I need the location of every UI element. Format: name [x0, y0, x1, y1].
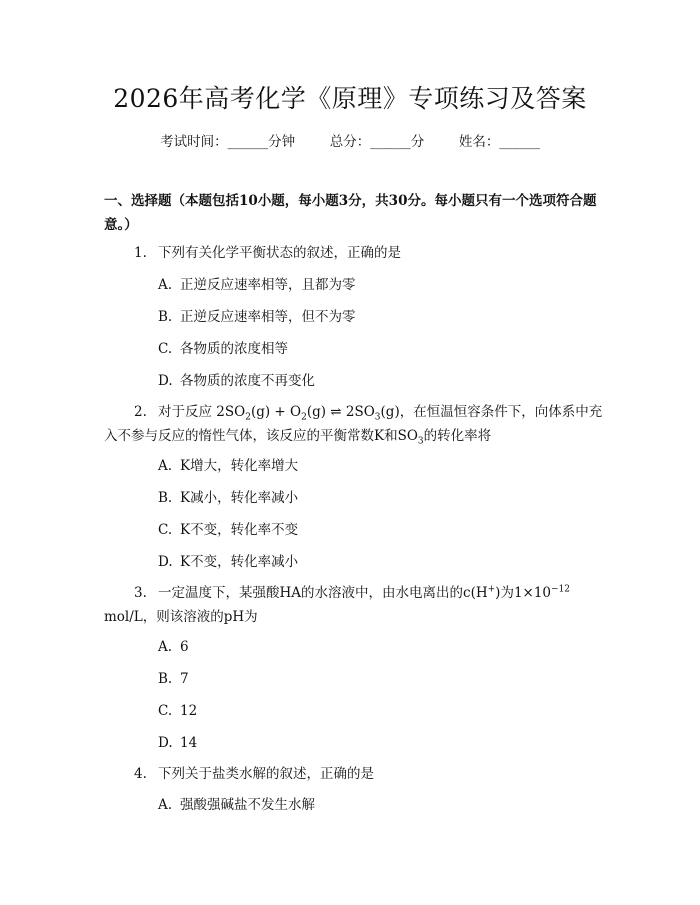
question-3-option-a: A. 6: [158, 639, 189, 655]
question-number: 4.: [134, 766, 147, 782]
question-1-option-d: D. 各物质的浓度不再变化: [158, 373, 315, 389]
question-1-option-b: B. 正逆反应速率相等，但不为零: [158, 309, 356, 325]
question-3-option-c: C. 12: [158, 703, 198, 719]
time-unit: 分钟: [268, 134, 296, 150]
question-1-stem: [104, 241, 604, 265]
question-3-option-d: D. 14: [158, 735, 198, 751]
question-4-option-a: A. 强酸强碱盐不发生水解: [158, 797, 315, 813]
question-1-option-a: A. 正逆反应速率相等，且都为零: [158, 277, 356, 293]
question-1-option-c: C. 各物质的浓度相等: [158, 341, 288, 357]
question-3-stem: 3. 一定温度下，某强酸HA的水溶液中，由水电离出的c(H+)为$1\times 10^{-12}$ mol/L，则该溶液的pH为: [104, 581, 604, 629]
question-number: 2.: [134, 404, 147, 420]
question-number: 3.: [134, 585, 147, 601]
question-number: 1.: [134, 245, 147, 261]
score-unit: 分: [410, 134, 425, 150]
time-blank: ______: [227, 134, 269, 150]
time-label: 考试时间：: [160, 134, 228, 150]
score-label: 总分：: [329, 134, 371, 150]
question-text: 下列关于盐类水解的叙述，正确的是: [158, 766, 374, 782]
section-heading: 一、选择题（本题包括10小题，每小题3分，共30分。每小题只有一个选项符合题意。）: [104, 193, 597, 233]
page-title: 2026年高考化学《原理》专项练习及答案: [113, 84, 587, 113]
name-label: 姓名：: [458, 134, 500, 150]
question-4-stem: [104, 762, 604, 786]
question-3-option-b: B. 7: [158, 671, 189, 687]
name-blank: ______: [499, 134, 540, 150]
question-2-option-d: D. K不变，转化率减小: [158, 554, 299, 570]
question-2-option-b: B. K减小，转化率减小: [158, 490, 299, 506]
question-2-option-c: C. K不变，转化率不变: [158, 522, 299, 538]
question-2-stem: 2. 对于反应 $2SO_2(g) + O_2(g)$ ⇌ $2SO_3(g)$，在恒温恒容条件下，向体系中充入不参与反应的惰性气体，该反应的平衡常数K和$SO_3$的转化率将: [104, 400, 604, 448]
exam-meta-line: [0, 132, 700, 152]
score-blank: ______: [370, 134, 411, 150]
question-text: 下列有关化学平衡状态的叙述，正确的是: [158, 245, 401, 261]
question-2-option-a: A. K增大，转化率增大: [158, 458, 299, 474]
